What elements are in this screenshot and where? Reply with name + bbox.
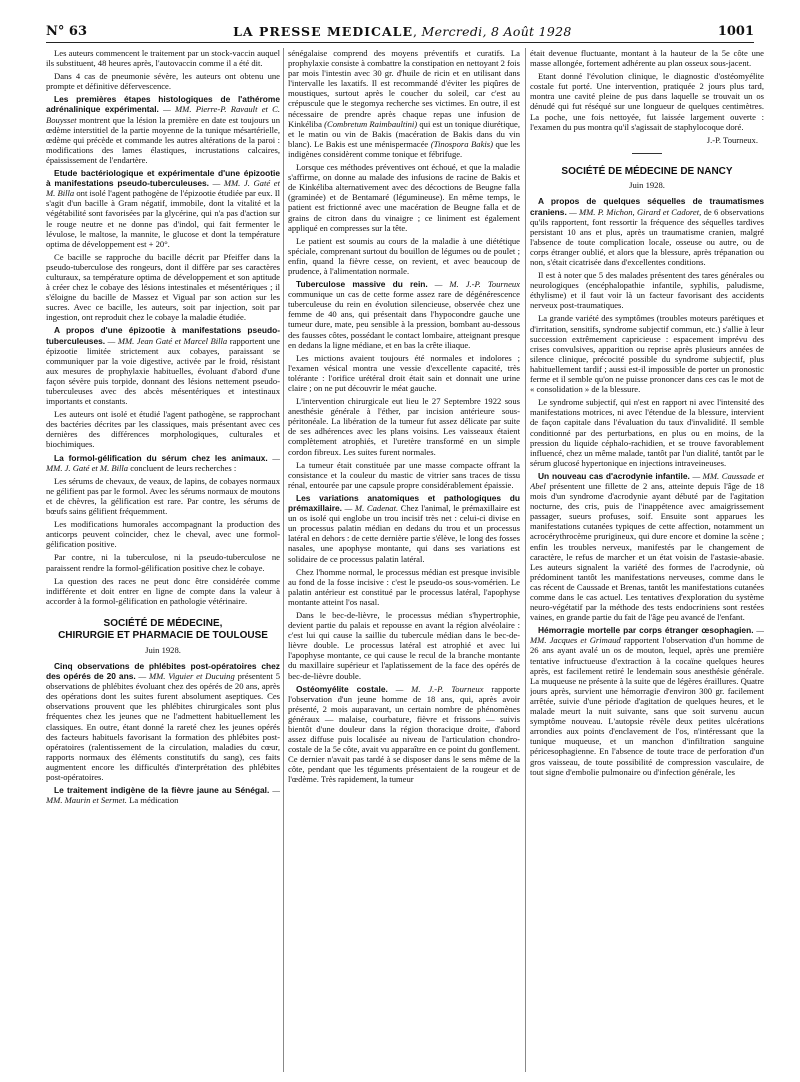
paragraph: Ce bacille se rapproche du bacille décrit par Pfeiffer dans la pseudo-tuberculose des rongeurs, dont il diffère par ses caractères culturaux, sa température optima de développement et son aptitude à créer chez le cobaye des lésions intestinales et mésentériques ; il s'éloigne du bacille de Massez et Vigual par son action sur les sucres. Avec ce bacille, les auteurs, soit par injection, soit par ingestion, ont reproduit chez le cobaye la maladie étudiée. xyxy=(46,251,280,323)
article-authors: — MM. P. Michon, Girard et Cadoret, xyxy=(569,206,702,217)
paragraph: Il est à noter que 5 des malades présentent des tares générales ou neurologiques (encéphalopathie infantile, syphilis, paludisme, éthylisme) et il faut voir là un facteur favorisant des accidents nerveux post-traumatiques. xyxy=(530,270,764,311)
column-divider xyxy=(525,48,526,1072)
paragraph: Les auteurs ont isolé et étudié l'agent pathogène, se rapprochant des bactéries décrites par les classiques, mais présentant avec ces dernières des différences morphologiques, culturales et biochimiques. xyxy=(46,409,280,450)
article-text: communique un cas de cette forme assez rare de dégénérescence tuberculeuse du rein en évolution silencieuse, observée chez une femme de 40 ans, qui présentait dans l'hypocondre gauche une tumeur dure, mate, peu sensible à la pression, bombant au-dessous des fausses côtes, possédant le contact lombaire, atteignant presque en dedans la ligne médiane, et en bas la crête iliaque. xyxy=(288,289,520,350)
article-title: Un nouveau cas d'acrodynie infantile. xyxy=(538,470,690,481)
article-authors: — MM. Viguier et Ducuing xyxy=(138,671,235,682)
text-run: qui est un tonique diurétique, et le matin ou vin de Bakis (macération de Bakis dans du vin blanc). Le Bakis est une ménispermacée xyxy=(288,118,520,149)
paragraph: Les modifications humorales accompagnant la production des anticorps peuvent coïncider, chez le cheval, avec une formol-gélification positive. xyxy=(46,519,280,550)
article-authors: — MM. Jacques et Grimaud xyxy=(530,625,764,646)
paragraph: Les mictions avaient toujours été normales et indolores ; l'examen vésical montra une vessie d'excellente capacité, très tolérante : l'orifice urétéral droit était sain et donnait une urine claire ; on ne put découvrir le méat gauche. xyxy=(288,352,520,393)
article xyxy=(530,471,764,622)
article-text: rapporte l'observation d'un jeune homme de 18 ans, qui, après avoir présenté, 2 mois auparavant, un certain nombre de phénomènes généraux — malaise, courbature, fièvre et frissons — suivis bientôt d'une douleur dans la région thoracique droite, d'abord assez diffuse puis localisée au niveau de l'articulation chondro-costale de la 5e côte, avait vu apparaître en ce point du gonflement. Ce dernier n'avait pas tardé à se disposer dans le sens même de la côte, pendant que les téguments présentaient de la rougeur et de l'œdème. Très rapidement, la tumeur xyxy=(288,683,520,785)
paragraph: Le patient est soumis au cours de la maladie à une diététique spéciale, comprenant surtout du bouillon de légumes ou de poulet ; enfin, quand la fièvre cesse, on revient, et avec beaucoup de prudence, à l'alimentation normale. xyxy=(288,235,520,276)
latin-name: (Combretum Raimbaultini) xyxy=(324,118,418,129)
article-authors: — M. J.-P. Tourneux xyxy=(395,683,484,694)
column-divider xyxy=(283,48,284,1072)
paragraph: Les auteurs commencent le traitement par un stock-vaccin auquel ils substituent, 48 heures après, l'autovaccin comme il a été dit. xyxy=(46,48,280,69)
article xyxy=(46,168,280,249)
paragraph: était devenue fluctuante, montant à la hauteur de la 5e côte une masse allongée, fortement adhérente au plan osseux sous-jacent. xyxy=(530,48,764,69)
paragraph: Par contre, ni la tuberculose, ni la pseudo-tuberculose ne paraissent rendre la formol-gélification positive chez le cobaye. xyxy=(46,552,280,573)
paragraph: La tumeur était constituée par une masse compacte offrant la consistance et la couleur du mastic de vitrier sans traces de tissu rénal, entourée par une capsule propre considérablement épaissie. xyxy=(288,459,520,490)
article-title: Les premières étapes histologiques de l'athérome adrénalinique expérimental. xyxy=(46,94,280,115)
page-header xyxy=(46,20,754,43)
article-title: Tuberculose massive du rein. xyxy=(296,279,428,290)
latin-name: (Tinospora Bakis) xyxy=(430,138,493,149)
article-text: montrent que la lésion la première en date est toujours un œdème interstitiel de la partie moyenne de la tunique mésartérielle, œdème qui précède et commande les autres altérations de la paroi : modifications des lames élastiques, incrustations calcaires, épaississement de l'endartère. xyxy=(46,114,280,165)
article-text: La médication xyxy=(129,795,179,806)
paragraph: Lorsque ces méthodes préventives ont échoué, et que la maladie s'affirme, on donne au malade des infusions de racine de Bakis et de Kinkéliba alternativement avec des décoctions de Beugne falla (graminée) et de Bentamaré (légumineuse). En même temps, le patient est frictionné avec une macération de Beugne falla et de grains de citron dans du vinaigre ; ce liniment est également appliqué en compresses sur la tête. xyxy=(288,162,520,233)
section-heading xyxy=(46,618,280,643)
paragraph: Le syndrome subjectif, qui n'est en rapport ni avec l'intensité des manifestations motrices, ni avec l'étendue de la blessure, intervient de façon capitale dans l'évaluation du taux d'invalidité. Il semble conditionné par des perturbations, en plus ou en moins, de la pression du liquide céphalo-rachidien, et se trouve favorablement influencé, chez un même malade, tantôt par l'un dialité, tantôt par le sérum glucosé hypertonique en injections intraveineuses. xyxy=(530,397,764,468)
paragraph: Les sérums de chevaux, de veaux, de lapins, de cobayes normaux ne gélifient pas par le formol. Avec les sérums normaux de moutons et de chèvres, la gélification est rare. Par contre, les sérums de bœufs sains gélifient fréquemment. xyxy=(46,475,280,517)
article xyxy=(46,661,280,782)
paragraph xyxy=(288,48,520,159)
paragraph: Chez l'homme normal, le processus médian est presque invisible au fond de la fosse incisive : c'est le pseudo-os sous-vomérien. Le palatin antérieur est constitué par le processus latéral, l'apophyse montante atteint l'os nasal. xyxy=(288,566,520,607)
article-authors: — MM. Maurin et Sermet. xyxy=(46,785,280,806)
text-run: que les indigènes considèrent comme tonique et fébrifuge. xyxy=(288,138,520,159)
article xyxy=(46,785,280,805)
article xyxy=(288,493,520,564)
paragraph: La question des races ne peut donc être considérée comme indifférente et doit entrer en ligne de compte dans la valeur à accorder à la formol-gélification en pathologie vétérinaire. xyxy=(46,575,280,606)
article-title: Les variations anatomiques et pathologiques du prémaxillaire. xyxy=(288,492,520,514)
article-authors: — MM. Jean Gaté et Marcel Billa xyxy=(107,335,228,346)
article-title: A propos de quelques séquelles de traumatismes craniens. xyxy=(530,196,764,217)
article xyxy=(46,94,280,165)
journal-title: LA PRESSE MEDICALE, Mercredi, 8 Août 1928 xyxy=(233,23,572,39)
journal-name: LA PRESSE MEDICALE xyxy=(233,23,413,39)
article xyxy=(46,453,280,473)
article xyxy=(46,325,280,406)
column-1 xyxy=(46,48,280,1078)
article-authors: — M. Cadenat. xyxy=(344,503,399,514)
column-2 xyxy=(288,48,520,1078)
section-separator xyxy=(632,153,662,154)
article-authors: — MM. J. Gaté et M. Billa xyxy=(46,452,280,473)
page-number: 1001 xyxy=(717,23,754,39)
article xyxy=(288,279,520,350)
article-authors: — MM. Pierre-P. Ravault et C. Bouysset xyxy=(46,104,280,125)
article-title: Le traitement indigène de la fièvre jaune au Sénégal. xyxy=(54,785,270,796)
article-text: rapportent l'observation d'un homme de 26 ans ayant avalé un os de mouton, lequel, après une première tentative infructueuse d'extraction à la cocaïne quelques heures après, est facilement retiré le lendemain sous anesthésie générale. La muqueuse ne présente à la suite que de légères éraillures. Quatre jours après, survient une hémorragie d'environ 300 gr. facilement arrêtée, suivie d'une période d'agitation de quelques heures, et le malade meurt la nuit suivante, sans que soit survenu aucun symptôme nouveau. L'autopsie révèle deux petites ulcérations arrondies aux points d'enclavement de l'os, n'intéressant que la tunique muqueuse, et un manchon d'infiltration sanguine péricesophagienne. En l'absence de toute trace de perforation d'un gros vaisseau, de toute possibilité de compression vasculaire, de tout signe d'embolie pulmonaire ou d'infection générale, les xyxy=(530,635,764,777)
text-run: sénégalaise comprend des moyens préventifs et curatifs. La prophylaxie consiste à combattre la constipation en nettoyant 2 fois par mois l'intestin avec 30 gr. d'huile de ricin et en utilisant dans l'intervalle les laxatifs. Il est recommandé d'éviter les piqûres de moustiques, surtout après le coucher du soleil, car c'est au crépuscule que le stegomya recherche ses victimes. En outre, il est nécessaire de prendre après chaque repas une infusion de Kinkéliba xyxy=(288,48,520,129)
section-date: Juin 1928. xyxy=(629,180,665,191)
issue-date: Mercredi, 8 Août 1928 xyxy=(421,23,572,39)
article xyxy=(530,625,764,776)
article-title: Etude bactériologique et expérimentale d'une épizootie à manifestations pseudo-tuberculeuses. xyxy=(46,168,280,189)
article-text: ont isolé l'agent pathogène de l'épizootie étudiée par eux. Il s'agit d'un bacille à Gram négatif, immobile, dont la vitalité et la végétabilité sont favorisées par la glycérine, qui n'a pas d'action sur le rouge neutre et ne donne pas d'indol, qui fait fermenter le lévulose, le maltose, la mannite, le glucose et dont la température optima de développement est + 20°. xyxy=(46,188,280,249)
article-text: présentent une fillette de 2 ans, atteinte depuis l'âge de 18 mois d'un syndrome d'acrodynie ayant débuté par de l'agitation nocturne, des cris, puis de l'inappétence avec amaigrissement passager, sueurs profuses, soif. Ensuite sont apparues les manifestations cutanées typiques de cette affection, notamment un acrocérythrocème prurigineux, qui dure encore et domine la scène ; enfin les troubles nerveux, manifestés par le changement de caractère, le refus de marcher et un état voisin de l'astasie-abasie. Les auteurs signalent la variété des formes de l'acrodynie, où prédominent tantôt les manifestations nerveuses, comme dans le cas récent de Caussade et Brenas, tantôt les manifestations cutanées comme dans le cas actuel. Les tentatives d'exploration du système neuro-végétatif par la méthode des tests endocriniens sont restées vaines, en grande partie du fait de l'âge peu avancé de l'enfant. xyxy=(530,480,764,623)
article-title: La formol-gélification du sérum chez les animaux. xyxy=(54,452,268,463)
section-date: Juin 1928. xyxy=(145,644,181,655)
article-title: Ostéomyélite costale. xyxy=(296,683,388,694)
section-title-line: CHIRURGIE ET PHARMACIE DE TOULOUSE xyxy=(58,630,268,642)
article-text: Chez l'animal, le prémaxillaire est un os isolé qui englobe un trou incisif très net : celui-ci divise en un processus palatin médian en dedans du trou et un processus latéral en dehors : de cette dernière partie s'élève, le long des fosses nasales, une apophyse montante, qui dans ses variations est solidaire de ce processus palatin latéral. xyxy=(288,503,520,564)
article-authors: — MM. J. Gaté et M. Billa xyxy=(46,178,280,199)
article-text: présentent 5 observations de phlébites évoluant chez des opérés de 20 ans, après des opérations dont les suites furent absolument aseptiques. Ces observations prouvent que les phlébites chirurgicales sont plus fréquentes chez les jeunes que ne l'admettent habituellement les classiques. En outre, étant donné la rareté chez les jeunes opérés des facteurs habituels favorisant la formation des phlébites post-opératoires (ralentissement de la circulation, maladies du cœur, rapports normaux des éléments constitutifs du sang), ces faits augmentent encore les difficultés d'interprétation des phlébites post-opératoires. xyxy=(46,671,280,782)
issue-number: N° 63 xyxy=(46,23,87,39)
paragraph: Dans le bec-de-lièvre, le processus médian s'hypertrophie, devient partie du palais et repousse en avant la région alvéolaire : c'est lui qui cause la saillie du tubercule médian dans le bec-de-lièvre double. Le processus latéral est atrophié et avec lui l'apophyse montante, ce qui cause le recul de la branche montante du maxillaire supérieur et l'aplatissement de la face des opérés de bec-de-lièvre double. xyxy=(288,609,520,681)
section-title-line: SOCIÉTÉ DE MÉDECINE, xyxy=(103,617,223,629)
section-heading: SOCIÉTÉ DE MÉDECINE DE NANCY xyxy=(561,165,733,177)
article-text: rapportent une épizootie limitée strictement aux cobayes, paraissant se communiquer par la voie digestive, activée par le froid, résistant aux mesures de prophylaxie habituelles, évoluant d'abord d'une façon sévère puis torpide, donnant des lésions nettement pseudo-tuberculeuses avec des abcès mésentériques et intestinaux importants et constants. xyxy=(46,335,280,407)
article-title: Cinq observations de phlébites post-opératoires chez des opérés de 20 ans. xyxy=(46,660,280,682)
article xyxy=(530,196,764,267)
article-authors: — MM. Caussade et Abel xyxy=(530,470,764,491)
paragraph: La grande variété des symptômes (troubles moteurs parétiques et d'irritation, sensitifs, syndrome subjectif commun, etc.) s'allie à leur succession extrêmement capricieuse : espacement imprévu des crises convulsives, apparition ou reprise après plusieurs années de silence clinique, précocité possible du syndrome subjectif, plus habituellement tardif ; aussi est-il impossible de porter un pronostic ferme et il semble qu'on ne puisse prononcer dans ces cas le mot de « consolidation » de la blessure. xyxy=(530,313,764,395)
column-3 xyxy=(530,48,764,1078)
article-text: concluent de leurs recherches : xyxy=(130,462,237,473)
paragraph: Dans 4 cas de pneumonie sévère, les auteurs ont obtenu une prompte et définitive défervescence. xyxy=(46,71,280,92)
paragraph: Etant donné l'évolution clinique, le diagnostic d'ostéomyélite costale fut porté. Une intervention, pratiquée 2 jours plus tard, montra une cavité pleine de pus dans laquelle se trouvait un os dénudé qui fut réséqué sur une longueur de quelques centimètres. La poche, une fois nettoyée, fut laissée largement ouverte : l'examen du pus montra qu'il s'agissait de staphylocoque doré. xyxy=(530,71,764,132)
article-title: A propos d'une épizootie à manifestations pseudo-tuberculeuses. xyxy=(46,325,280,346)
article xyxy=(288,684,520,785)
author-signature: J.-P. Tourneux. xyxy=(706,134,758,145)
article-authors: — M. J.-P. Tourneux xyxy=(434,279,520,290)
paragraph: L'intervention chirurgicale eut lieu le 27 Septembre 1922 sous anesthésie générale à l'éther, par incision antérieure sous-péritonéale. La libération de la tumeur fut assez délicate par suite de ses adhérences avec les plans voisins. Les vaisseaux étaient complètement atrophiés, et l'uretère transformé en un simple cordon fibreux. Les suites furent normales. xyxy=(288,396,520,457)
article-title: Hémorragie mortelle par corps étranger œsophagien. xyxy=(538,625,754,636)
article-text: de 6 observations qu'ils rapportent, font ressortir la fréquence des séquelles tardives persistant 10 ans et plus, après un traumatisme cranien, malgré l'absence de toute complication locale, osseuse ou autre, ou de corps étranger oublié, et alors que la blessure, après trépanation ou non, s'était cicatrisée dans d'excellentes conditions. xyxy=(530,206,764,267)
